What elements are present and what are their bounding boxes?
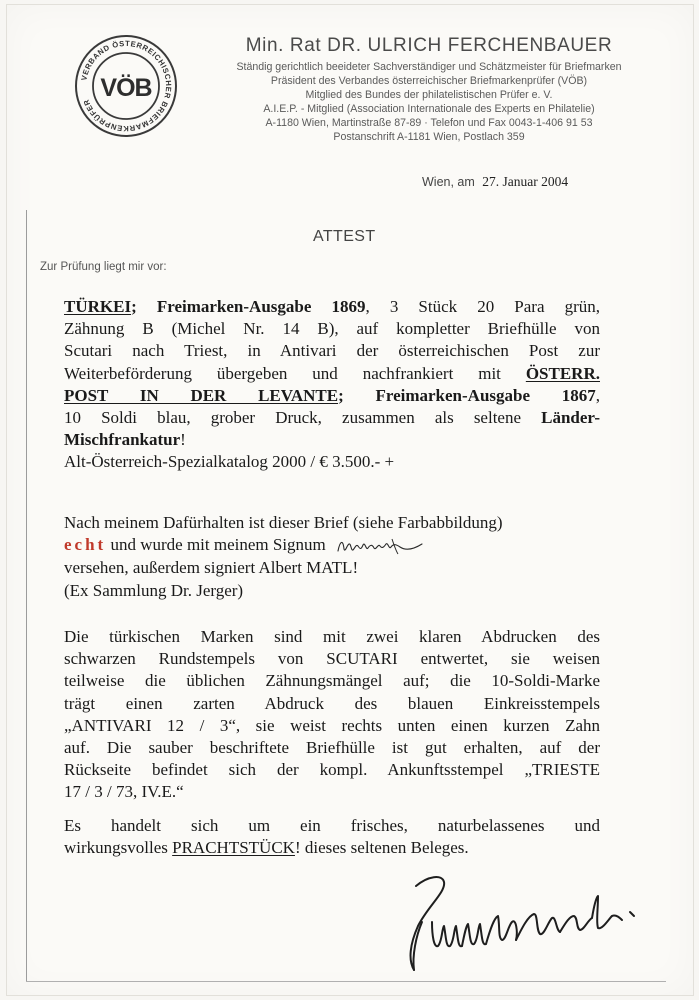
small-signum-signature <box>334 535 426 557</box>
bottom-rule <box>26 981 666 982</box>
date-prefix: Wien, am <box>422 175 475 189</box>
letterhead-line: Mitglied des Bundes der philatelistischen Prüfer e. V. <box>305 89 553 101</box>
item-description: TÜRKEI; Freimarken-Ausgabe 1869, 3 Stück 20 Para grün, Zähnung B (Michel Nr. 14 B), auf kompletter Briefhülle von Scutari nach Triest, in Antivari der österreichischen Post zur Weiterbeförderung übergeben und nachfrankiert mit ÖSTERR. POST IN DER LEVANTE; Freimarken-Ausgabe 1867, 10 Soldi blau, grober Druck, zusammen als seltene Länder- Mischfrankatur! Alt-Österreich-Spezialkatalog 2000 / € 3.500.- + <box>64 296 600 474</box>
expert-signature <box>398 866 648 976</box>
letterhead <box>194 35 664 144</box>
letterhead-line: A.I.E.P. - Mitglied (Association Internationale des Experts en Philatelie) <box>263 103 595 115</box>
country-label: TÜRKEI <box>64 297 132 316</box>
svg-text:VERBAND ÖSTERREICHISCHER BRIEF: VERBAND ÖSTERREICHISCHER BRIEFMARKENPRÜFER <box>79 38 174 134</box>
date-value: 27. Januar 2004 <box>482 174 569 189</box>
letterhead-line: Ständig gerichtlich beeideter Sachverständiger und Schätzmeister für Briefmarken <box>236 61 622 73</box>
conclusion: Es handelt sich um ein frisches, naturbelassenes und wirkungsvolles PRACHTSTÜCK! dieses seltenen Beleges. <box>64 816 600 858</box>
left-margin-rule <box>26 210 27 982</box>
voeb-seal-logo <box>74 34 178 138</box>
date-line <box>422 174 568 190</box>
echt-label: echt <box>64 535 107 555</box>
letterhead-line: Präsident des Verbandes österreichischer Briefmarkenprüfer (VÖB) <box>270 75 588 87</box>
expert-name: Min. Rat DR. ULRICH FERCHENBAUER <box>245 35 613 56</box>
catalog-value: Alt-Österreich-Spezialkatalog 2000 / € 3.500.- + <box>64 452 395 472</box>
prachtstueck-label: PRACHTSTÜCK <box>172 838 295 858</box>
intro-text: Zur Prüfung liegt mir vor: <box>40 261 167 273</box>
authenticity-statement: Nach meinem Dafürhalten ist dieser Brief (siehe Farbabbildung) echt und wurde mit meinem Signum versehen, außerdem signiert Albert MATL! (Ex Sammlung Dr. Jerger) <box>64 513 503 600</box>
condition-description: Die türkischen Marken sind mit zwei klaren Abdrucken des schwarzen Rundstempels von SCUTARI entwertet, sie weisen teilweise die üblichen Zähnungsmängel auf; die 10-Soldi-Marke trägt einen zarten Abdruck des blauen Einkreisstempels „ANTIVARI 12 / 3“, sie weist rechts unten einen kurzen Zahn auf. Die sauber beschriftete Briefhülle ist gut erhalten, auf der Rückseite befindet sich der kompl. Ankunftsstempel „TRIESTE 17 / 3 / 73, IV.E.“ <box>64 627 600 802</box>
letterhead-line: A-1180 Wien, Martinstraße 87-89 · Telefon und Fax 0043-1-406 91 53 <box>265 117 593 129</box>
document-title: ATTEST <box>313 228 376 245</box>
letterhead-line: Postanschrift A-1181 Wien, Postlach 359 <box>333 131 525 143</box>
svg-text:VÖB: VÖB <box>100 74 152 102</box>
